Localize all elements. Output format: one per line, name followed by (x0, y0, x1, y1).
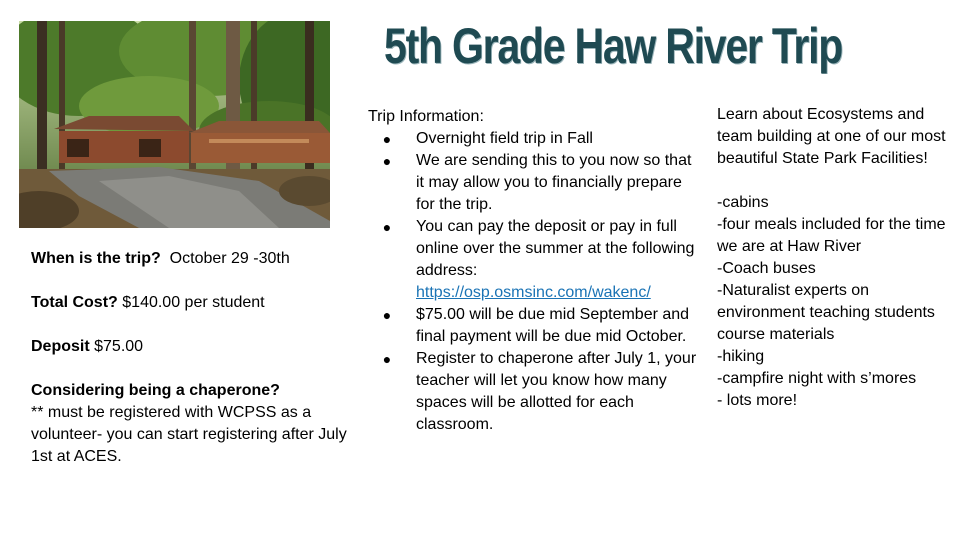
chaperone-block (31, 380, 351, 468)
trip-info-list (368, 128, 698, 436)
bullet-icon: ● (382, 153, 392, 169)
trip-info-heading: Trip Information: (368, 108, 484, 125)
highlight-item: -four meals included for the time we are at Haw River (717, 216, 946, 255)
highlight-item: -Naturalist experts on environment teaching students course materials (717, 282, 935, 343)
list-item (368, 128, 698, 150)
highlights-intro: Learn about Ecosystems and team building at one of our most beautiful State Park Facilities! (717, 106, 946, 167)
deposit-line (31, 336, 351, 358)
bullet-icon: ● (382, 131, 392, 147)
highlight-item: -campfire night with s’mores (717, 370, 917, 387)
list-item (368, 304, 698, 348)
highlight-item: -Coach buses (717, 260, 816, 277)
payment-link[interactable]: https://osp.osmsinc.com/wakenc/ (416, 284, 651, 301)
chaperone-label: Considering being a chaperone? (31, 382, 280, 399)
trip-highlights (717, 104, 947, 412)
trip-information (368, 106, 698, 436)
spacer (717, 170, 947, 192)
list-item-text: Register to chaperone after July 1, your teacher will let you know how many spaces will be allotted for each classroom. (416, 350, 697, 433)
list-item (368, 216, 698, 304)
trip-summary (31, 248, 351, 490)
chaperone-text: ** must be registered with WCPSS as a volunteer- you can start registering after July 1st at ACES. (31, 404, 347, 465)
list-item-text: You can pay the deposit or pay in full online over the summer at the following address: (416, 218, 695, 279)
trip-date-line (31, 248, 351, 270)
bullet-icon: ● (382, 351, 392, 367)
list-item (368, 150, 698, 216)
total-cost-value: $140.00 per student (122, 294, 265, 311)
highlight-item: -hiking (717, 348, 765, 365)
bullet-icon: ● (382, 307, 392, 323)
highlight-item: - lots more! (717, 392, 798, 409)
highlight-item: -cabins (717, 194, 769, 211)
list-item (368, 348, 698, 436)
page-title: 5th Grade Haw River Trip (384, 18, 843, 74)
bullet-icon: ● (382, 219, 392, 235)
trip-date-label: When is the trip? (31, 250, 161, 267)
list-item-text: $75.00 will be due mid September and final payment will be due mid October. (416, 306, 690, 345)
trip-date-value: October 29 -30th (169, 250, 290, 267)
list-item-text: We are sending this to you now so that it may allow you to financially prepare for the trip. (416, 152, 692, 213)
total-cost-line (31, 292, 351, 314)
deposit-label: Deposit (31, 338, 90, 355)
lodge-in-forest-photo (19, 21, 330, 228)
list-item-text: Overnight field trip in Fall (416, 130, 593, 147)
total-cost-label: Total Cost? (31, 294, 118, 311)
deposit-value: $75.00 (94, 338, 144, 355)
